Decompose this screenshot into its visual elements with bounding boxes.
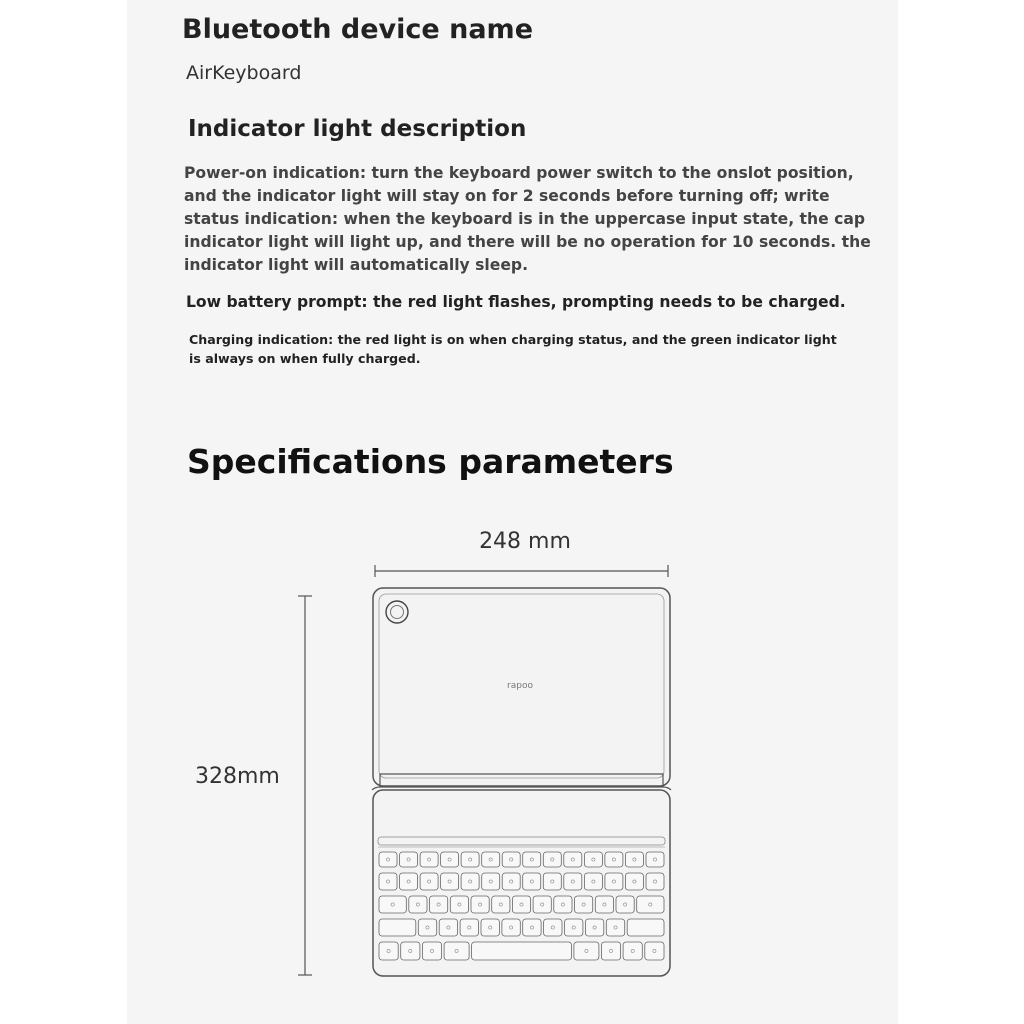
keyboard-key <box>637 896 664 913</box>
keyboard-key <box>544 919 562 936</box>
width-dimension-line <box>375 565 668 577</box>
keyboard-key <box>492 896 510 913</box>
keyboard-key <box>379 852 397 867</box>
low-battery-description: Low battery prompt: the red light flashes, prompting needs to be charged. <box>186 293 846 311</box>
keyboard-key <box>481 919 499 936</box>
keyboard-key <box>471 896 489 913</box>
keyboard-key <box>585 919 603 936</box>
keyboard-key <box>439 919 457 936</box>
keyboard-key <box>512 896 530 913</box>
keyboard-key <box>379 919 416 936</box>
keyboard-key <box>379 896 406 913</box>
keyboard-key <box>543 873 561 890</box>
keyboard-key <box>627 919 664 936</box>
keyboard-key <box>418 919 436 936</box>
keyboard-key <box>623 942 642 960</box>
keyboard-key <box>441 852 459 867</box>
height-dimension-line <box>298 596 312 975</box>
keyboard-key <box>472 942 572 960</box>
keyboard-key <box>584 873 602 890</box>
keyboard-key <box>444 942 469 960</box>
keyboard-key <box>564 852 582 867</box>
keyboard-case-diagram <box>280 555 700 985</box>
indicator-title: Indicator light description <box>188 116 527 142</box>
keyboard-key <box>523 919 541 936</box>
keyboard-key <box>379 942 398 960</box>
keyboard-key <box>460 919 478 936</box>
keyboard-key <box>625 873 643 890</box>
charging-description: Charging indication: the red light is on when charging status, and the green indicator light is always on when fully charged. <box>189 332 837 366</box>
keyboard-key <box>564 873 582 890</box>
keyboard-key <box>420 852 438 867</box>
keyboard-key <box>482 873 500 890</box>
keyboard-key <box>601 942 620 960</box>
power-on-description: Power-on indication: turn the keyboard power switch to the onslot position, and the indicator light will stay on for 2 seconds before turning off; write status indication: when the keyboard is in the uppercase input state, the cap indicator light will light up, and there will be no operation for 10 seconds. the indicator light will automatically sleep. <box>184 164 871 274</box>
height-dimension-label: 328mm <box>195 764 280 789</box>
keyboard-key <box>584 852 602 867</box>
keyboard-key <box>420 873 438 890</box>
bluetooth-device-name: AirKeyboard <box>186 62 302 84</box>
brand-logo: rapoo <box>507 681 533 691</box>
keyboard-key <box>461 873 479 890</box>
keyboard-key <box>565 919 583 936</box>
keyboard-key <box>645 942 664 960</box>
keyboard-key <box>646 852 664 867</box>
keyboard-key <box>401 942 420 960</box>
keyboard-key <box>625 852 643 867</box>
keyboard-key <box>574 942 599 960</box>
keyboard-key <box>461 852 479 867</box>
keyboard-key <box>606 919 624 936</box>
keyboard-key <box>502 852 520 867</box>
keyboard-key <box>605 873 623 890</box>
keyboard-key <box>605 852 623 867</box>
keyboard-key <box>379 873 397 890</box>
keyboard-key <box>450 896 468 913</box>
keyboard-key <box>523 873 541 890</box>
keyboard-key <box>543 852 561 867</box>
specifications-title: Specifications parameters <box>187 442 674 481</box>
bluetooth-title: Bluetooth device name <box>182 14 533 45</box>
keyboard-key <box>400 873 418 890</box>
keyboard-key <box>409 896 427 913</box>
keyboard-key <box>575 896 593 913</box>
keyboard-key <box>523 852 541 867</box>
keyboard-key <box>430 896 448 913</box>
keyboard-key <box>554 896 572 913</box>
width-dimension-label: 248 mm <box>479 529 571 554</box>
keyboard-key <box>533 896 551 913</box>
keyboard-key <box>482 852 500 867</box>
keyboard-key <box>616 896 634 913</box>
keyboard-key <box>595 896 613 913</box>
keyboard-key <box>422 942 441 960</box>
keyboard-key <box>441 873 459 890</box>
keyboard-key <box>502 873 520 890</box>
keyboard-key <box>400 852 418 867</box>
keyboard-key <box>502 919 520 936</box>
keyboard-key <box>646 873 664 890</box>
